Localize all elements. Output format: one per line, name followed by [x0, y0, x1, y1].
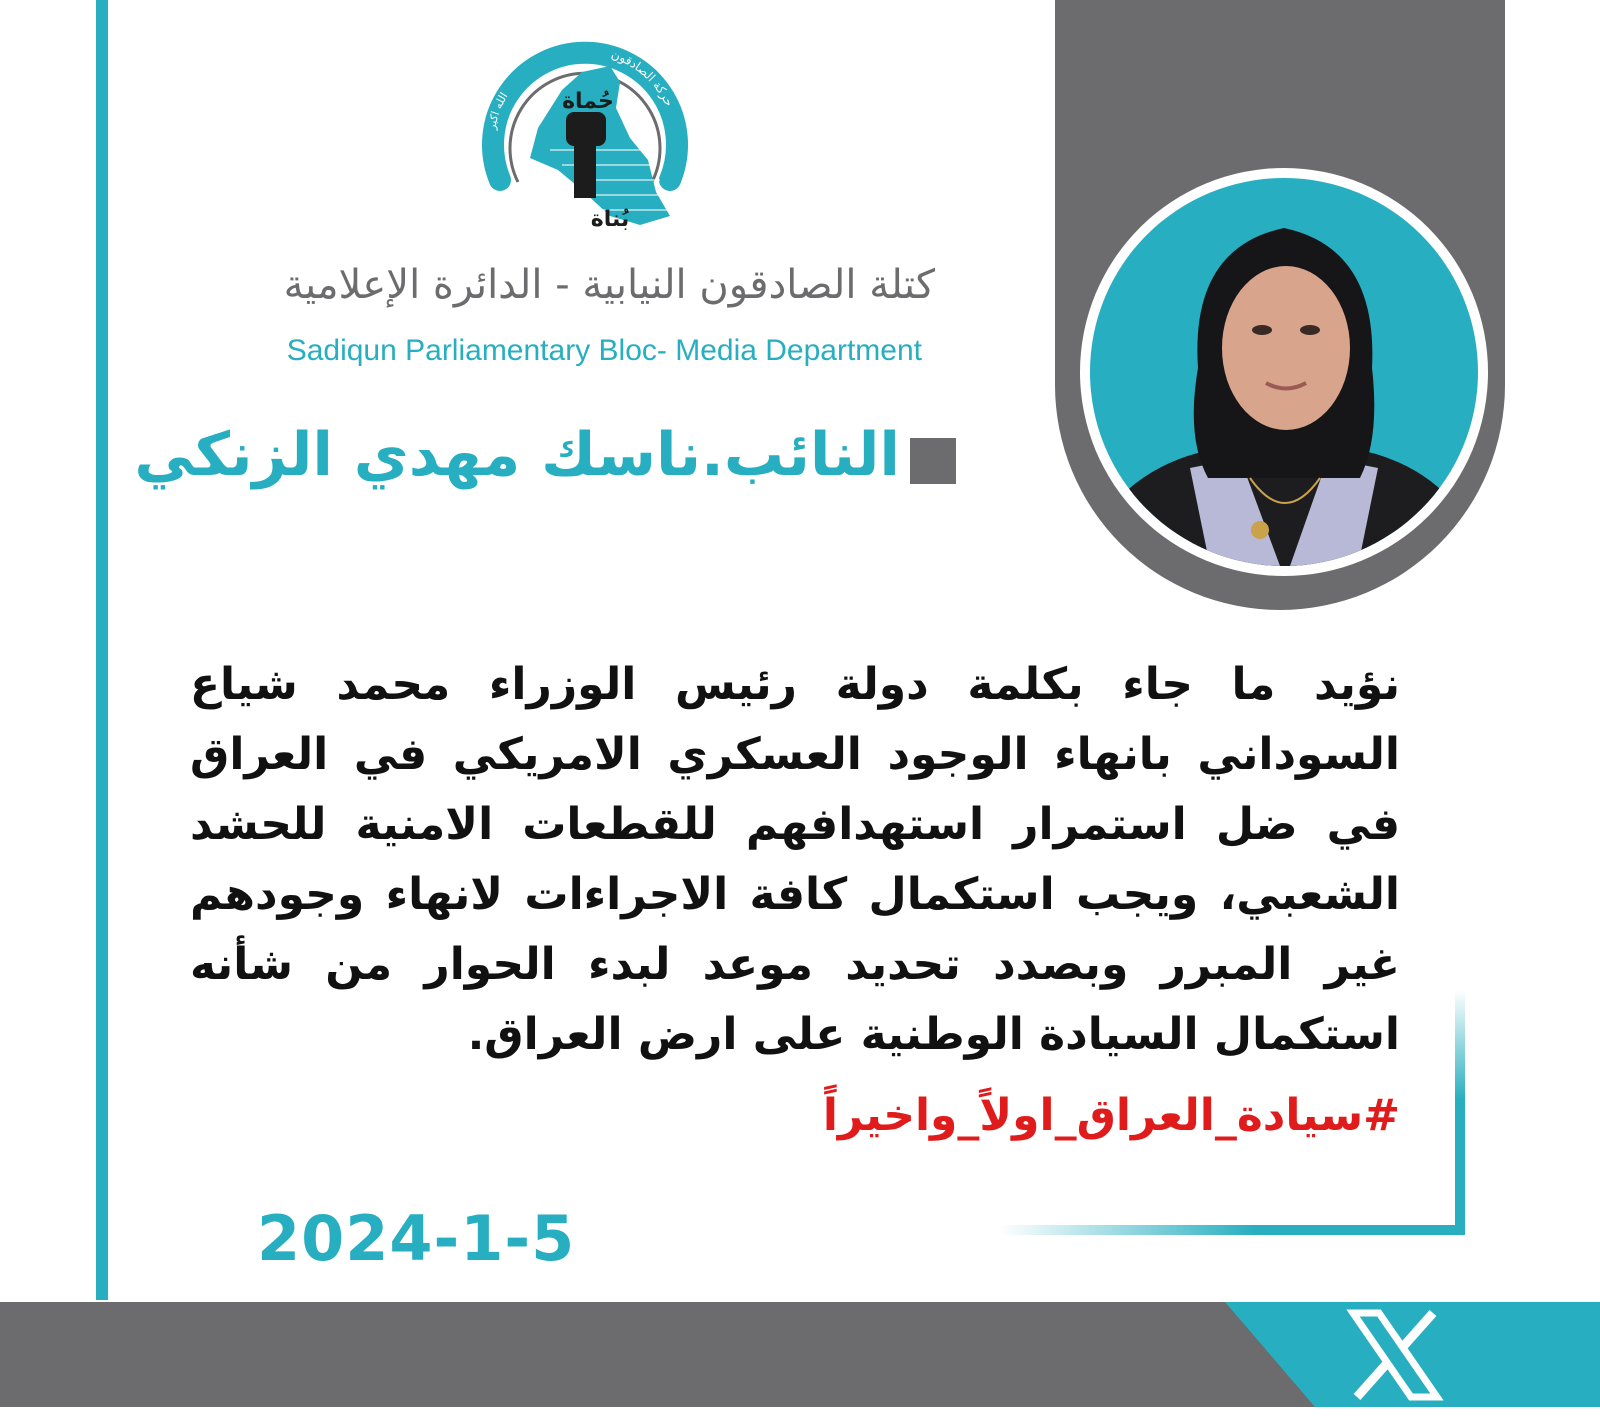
mp-name: النائب.ناسك مهدي الزنكي — [134, 420, 900, 490]
logo-arc-text: حركة الصادقون — [609, 47, 677, 109]
footer-edge — [0, 1407, 1600, 1420]
frame-bottom-accent — [1000, 1225, 1465, 1235]
portrait-photo — [1090, 178, 1478, 566]
bloc-title-arabic: كتلة الصادقون النيابية - الدائرة الإعلامية — [283, 262, 935, 308]
left-accent-bar — [96, 0, 108, 1300]
name-marker-square — [910, 438, 956, 484]
frame-right-accent — [1455, 990, 1465, 1235]
logo-arc-text-2: الله اكبر — [485, 90, 511, 131]
logo-top-word: حُماة — [562, 89, 614, 114]
statement-text: نؤيد ما جاء بكلمة دولة رئيس الوزراء محمد شياع السوداني بانهاء الوجود العسكري الامريكي في العراق في ضل استمرار استهدافهم للقطعات الامنية للحشد الشعبي، ويجب استكمال كافة الاجراءات لانهاء وجودهم غير المبرر وبصدد تحديد موعد لبدء الحوار من شأنه استكمال السيادة الوطنية على ارض العراق. — [190, 659, 1400, 1060]
post-date: 2024-1-5 — [257, 1202, 576, 1275]
sadiqun-logo — [470, 20, 700, 240]
hashtag[interactable]: #سيادة_العراق_اولاً_واخيراً — [822, 1090, 1400, 1141]
logo-bottom-word: بُناة — [590, 207, 630, 232]
x-logo-icon[interactable] — [1345, 1305, 1445, 1405]
bloc-title-english: Sadiqun Parliamentary Bloc- Media Department — [286, 334, 922, 367]
